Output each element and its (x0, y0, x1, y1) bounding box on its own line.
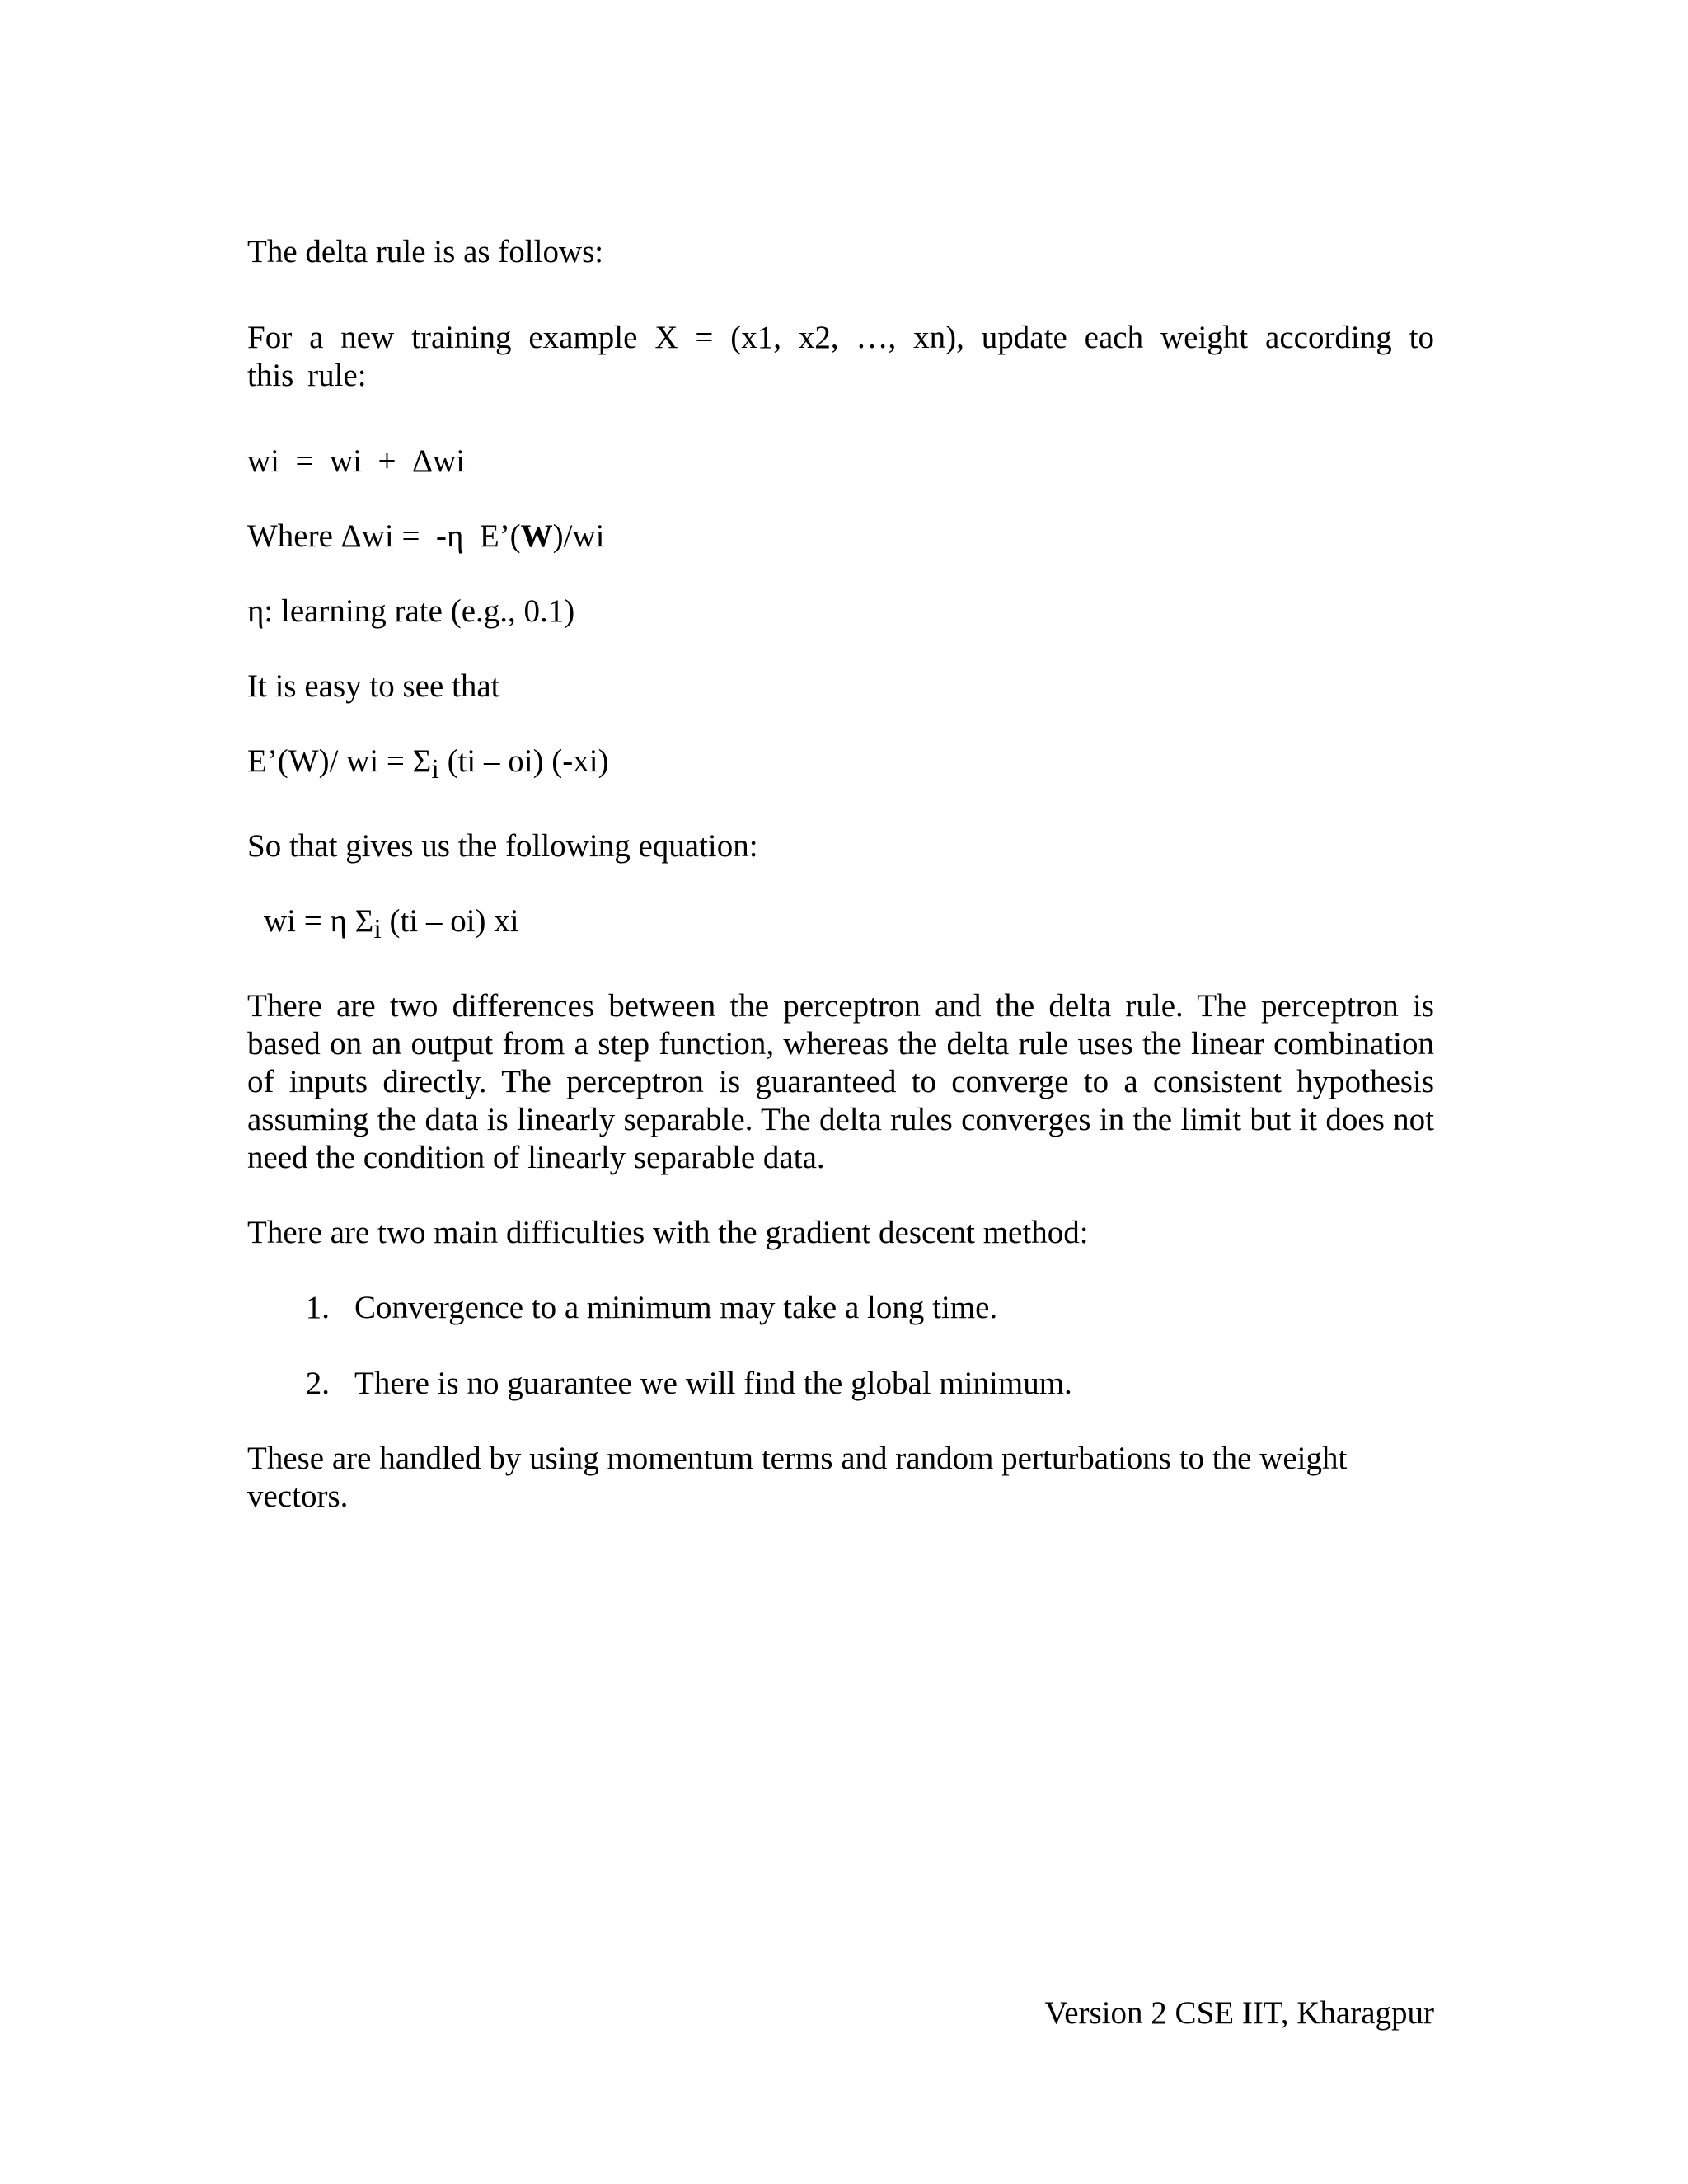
delta-weight-definition (247, 518, 1434, 555)
list-item-number: 1. (305, 1290, 330, 1325)
delta-weight-prefix: Where Δwi = -η E’( (247, 518, 521, 554)
intro-line: The delta rule is as follows: (247, 234, 604, 269)
final-update-equation (247, 902, 1434, 944)
list-item-text: Convergence to a minimum may take a long time. (354, 1290, 998, 1325)
learning-rate-definition: η: learning rate (e.g., 0.1) (247, 593, 575, 629)
update-rule-equation: wi = wi + Δwi (247, 443, 466, 479)
differences-paragraph: There are two differences between the perceptron and the delta rule. The perceptron is based on an output from a step function, whereas the delta rule uses the linear combination of inputs directly. The perceptron is guaranteed to converge to a consistent hypothesis assuming the data is linearly separable. The delta rules converges in the limit but it does not need the condition of linearly separable data. (247, 988, 1434, 1175)
weight-vector-symbol: W (520, 518, 553, 554)
easy-to-see-line: It is easy to see that (247, 668, 500, 704)
final-subscript: i (373, 914, 382, 944)
conclusion-paragraph: These are handled by using momentum terms and random perturbations to the weight vectors. (247, 1441, 1348, 1514)
list-item-number: 2. (305, 1366, 330, 1401)
page-footer: Version 2 CSE IIT, Kharagpur (1044, 1995, 1434, 2031)
final-rhs: (ti – oi) xi (381, 903, 519, 939)
gradient-lhs: E’(W)/ wi = Σ (247, 743, 432, 779)
training-example-paragraph: For a new training example X = (x1, x2, …, xn), update each weight according to this rule: (247, 320, 1434, 393)
list-item (247, 1289, 1434, 1327)
final-lhs: wi = η Σ (264, 903, 374, 939)
so-that-line: So that gives us the following equation: (247, 828, 758, 864)
difficulties-list (247, 1289, 1434, 1403)
gradient-rhs: (ti – oi) (-xi) (438, 743, 609, 779)
gradient-subscript: i (431, 754, 439, 785)
list-item (247, 1365, 1434, 1403)
document-body (247, 233, 1434, 1516)
gradient-equation (247, 743, 1434, 785)
delta-weight-suffix: )/wi (552, 518, 605, 554)
list-item-text: There is no guarantee we will find the global minimum. (354, 1366, 1072, 1401)
difficulties-intro: There are two main difficulties with the gradient descent method: (247, 1215, 1089, 1250)
